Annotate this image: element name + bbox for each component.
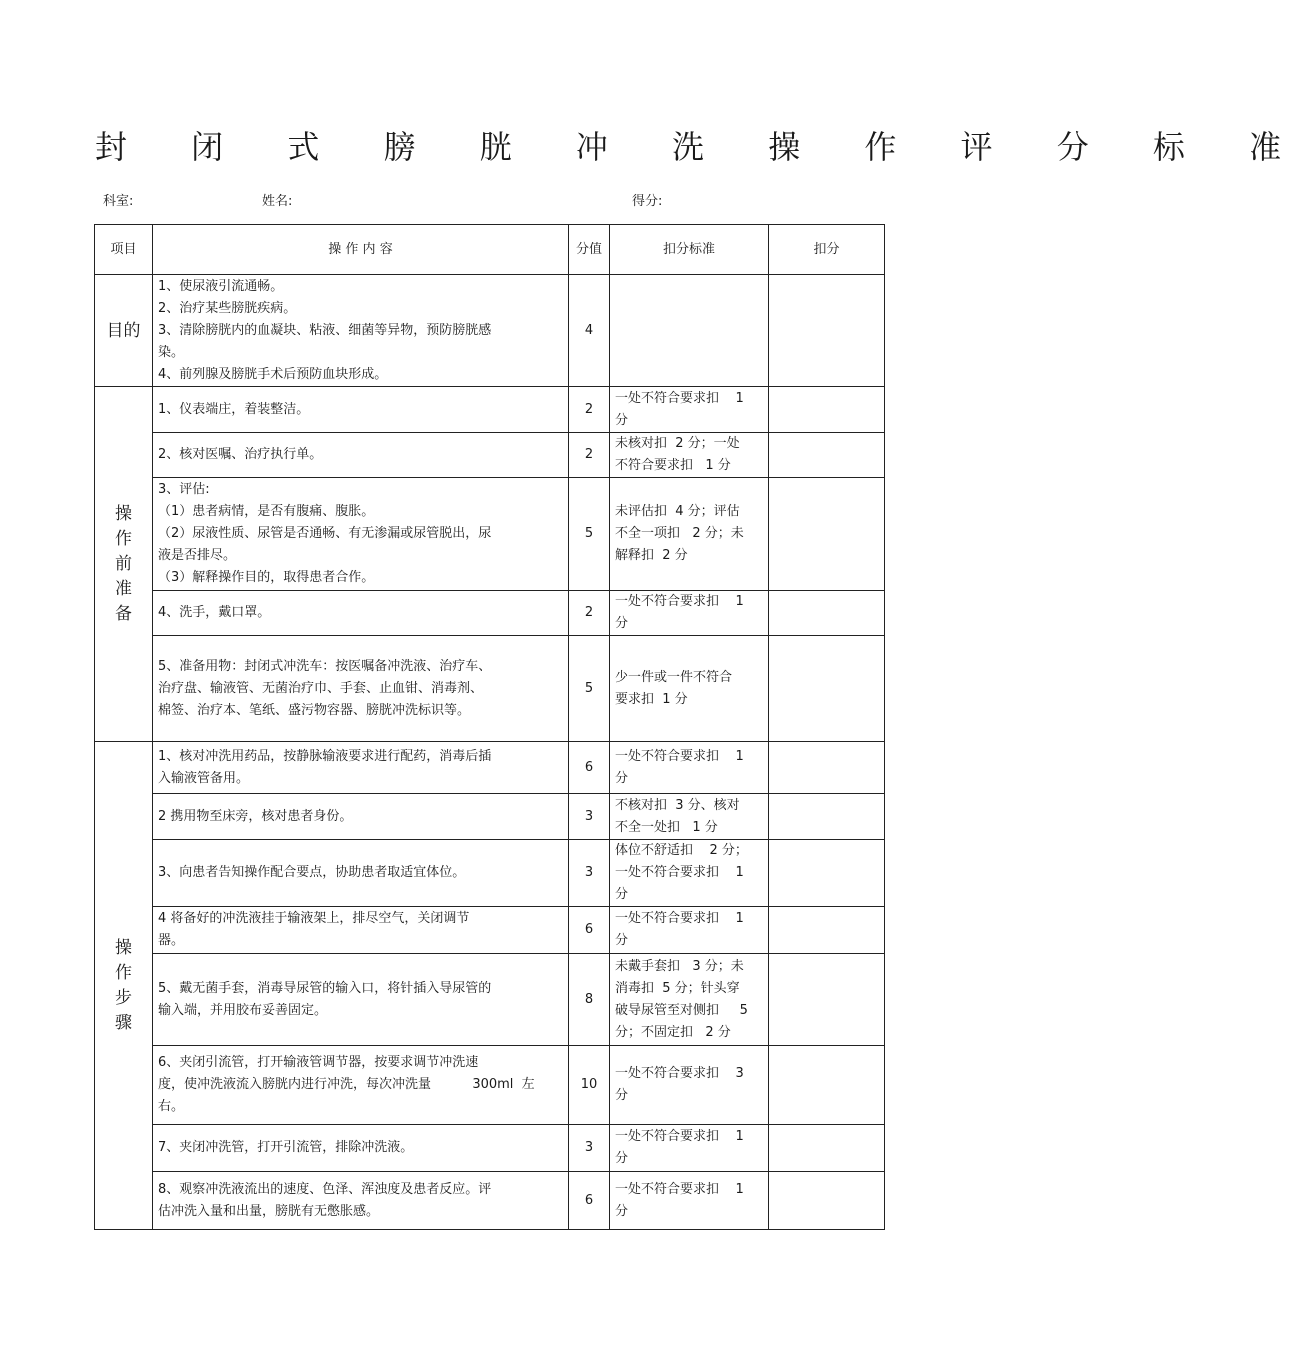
deduction-cell: [769, 794, 885, 840]
content-cell: [153, 1046, 569, 1125]
criteria-line: 一处不符合要求扣 1: [615, 911, 744, 926]
content-line: 染。: [158, 344, 185, 360]
deduction-cell: [769, 275, 885, 387]
criteria-line: 分: [615, 1203, 629, 1219]
table-row: [95, 1125, 885, 1172]
deduction-cell: [769, 387, 885, 433]
criteria-line: 未戴手套扣 3 分；未: [615, 958, 744, 974]
table-header-row: [95, 225, 885, 275]
criteria-line: 未核对扣 2 分；一处: [615, 436, 740, 451]
department-label: 科室:: [103, 194, 134, 209]
header-points: 分值: [569, 225, 610, 275]
content-line: 3、评估:: [158, 482, 210, 497]
criteria-line: 不全一处扣 1 分: [615, 819, 718, 835]
header-content: 操 作 内 容: [153, 225, 569, 275]
content-cell: [153, 433, 569, 478]
deduction-cell: [769, 636, 885, 742]
table-row: [95, 954, 885, 1046]
points-cell: 10: [569, 1046, 610, 1125]
criteria-line: 分: [615, 887, 629, 902]
deduction-cell: [769, 591, 885, 636]
content-cell: [153, 478, 569, 591]
content-cell: [153, 1125, 569, 1172]
criteria-line: 分: [615, 1088, 629, 1103]
deduction-cell: [769, 1125, 885, 1172]
content-line: 器。: [158, 933, 185, 948]
table-row: [95, 433, 885, 478]
criteria-line: 不核对扣 3 分、核对: [615, 797, 740, 813]
purpose-content: [153, 275, 569, 387]
table-row: [95, 478, 885, 591]
deduction-cell: [769, 742, 885, 794]
points-cell: 2: [569, 591, 610, 636]
section-prep-cell: [95, 387, 153, 742]
section-steps-label: 操作步骤: [115, 937, 132, 1033]
table-row: [95, 1046, 885, 1125]
content-cell: [153, 591, 569, 636]
header-criteria: 扣分标准: [610, 225, 769, 275]
content-cell: [153, 794, 569, 840]
content-line: 1、仪表端庄，着装整洁。: [158, 401, 310, 417]
content-line: 1、核对冲洗用药品，按静脉输液要求进行配药，消毒后插: [158, 748, 492, 764]
criteria-line: 不符合要求扣 1 分: [615, 458, 731, 473]
content-cell: [153, 954, 569, 1046]
criteria-line: 分: [615, 770, 629, 786]
criteria-line: 一处不符合要求扣 1: [615, 594, 744, 609]
table-row: [95, 794, 885, 840]
content-line: 度，使冲洗液流入膀胱内进行冲洗，每次冲洗量 300ml 左: [158, 1077, 535, 1092]
points-cell: 2: [569, 387, 610, 433]
table-row: [95, 387, 885, 433]
criteria-cell: [610, 1046, 769, 1125]
deduction-cell: [769, 954, 885, 1046]
content-line: （2）尿液性质、尿管是否通畅、有无渗漏或尿管脱出，尿: [158, 526, 492, 541]
table-row: [95, 742, 885, 794]
section-prep-label: 操作前准备: [115, 503, 132, 624]
criteria-line: 一处不符合要求扣 1: [615, 1129, 744, 1144]
content-line: 右。: [158, 1099, 185, 1114]
criteria-line: 解释扣 2 分: [615, 548, 688, 563]
criteria-line: 不全一项扣 2 分；未: [615, 526, 744, 541]
criteria-cell: [610, 794, 769, 840]
criteria-line: 一处不符合要求扣 1: [615, 390, 744, 406]
content-line: 2、核对医嘱、治疗执行单。: [158, 447, 323, 462]
criteria-cell: [610, 636, 769, 742]
criteria-line: 消毒扣 5 分；针头穿: [615, 980, 740, 996]
content-cell: [153, 1172, 569, 1230]
criteria-cell: [610, 275, 769, 387]
table-row: [95, 907, 885, 954]
criteria-line: 一处不符合要求扣 1: [615, 748, 744, 764]
content-line: 治疗盘、输液管、无菌治疗巾、手套、止血钳、消毒剂、: [158, 680, 484, 696]
points-cell: 6: [569, 1172, 610, 1230]
content-line: 2 携用物至床旁，核对患者身份。: [158, 808, 353, 824]
content-line: 3、向患者告知操作配合要点，协助患者取适宜体位。: [158, 865, 466, 880]
content-cell: [153, 636, 569, 742]
deduction-cell: [769, 1172, 885, 1230]
criteria-line: 分: [615, 1151, 629, 1166]
content-line: 7、夹闭冲洗管，打开引流管，排除冲洗液。: [158, 1140, 414, 1155]
scoring-table: [94, 224, 885, 1230]
header-item: 项目: [95, 225, 153, 275]
table-row: [95, 591, 885, 636]
points-cell: 3: [569, 1125, 610, 1172]
criteria-cell: [610, 954, 769, 1046]
criteria-cell: [610, 1172, 769, 1230]
criteria-line: 要求扣 1 分: [615, 691, 688, 707]
deduction-cell: [769, 907, 885, 954]
criteria-line: 一处不符合要求扣 1: [615, 1181, 744, 1197]
criteria-cell: [610, 742, 769, 794]
content-cell: [153, 742, 569, 794]
content-line: 5、准备用物：封闭式冲洗车：按医嘱备冲洗液、治疗车、: [158, 658, 492, 674]
points-cell: 8: [569, 954, 610, 1046]
content-line: 4、洗手，戴口罩。: [158, 605, 271, 620]
criteria-line: 破导尿管至对侧扣 5: [615, 1002, 748, 1018]
points-cell: 6: [569, 742, 610, 794]
criteria-line: 分；不固定扣 2 分: [615, 1024, 731, 1040]
content-line: 4、前列腺及膀胱手术后预防血块形成。: [158, 366, 388, 382]
table-row: [95, 636, 885, 742]
criteria-line: 一处不符合要求扣 3: [615, 1066, 744, 1081]
table-row: [95, 840, 885, 907]
points-cell: 4: [569, 275, 610, 387]
criteria-line: 一处不符合要求扣 1: [615, 865, 744, 880]
criteria-cell: [610, 478, 769, 591]
page-title: 封 闭 式 膀 胱 冲 洗 操 作 评 分 标 准: [95, 128, 1308, 166]
content-line: 液是否排尽。: [158, 548, 237, 563]
criteria-cell: [610, 387, 769, 433]
deduction-cell: [769, 478, 885, 591]
criteria-line: 少一件或一件不符合: [615, 669, 733, 685]
table-row: [95, 1172, 885, 1230]
content-line: 棉签、治疗本、笔纸、盛污物容器、膀胱冲洗标识等。: [158, 702, 471, 718]
content-line: 3、清除膀胱内的血凝块、粘液、细菌等异物，预防膀胱感: [158, 322, 492, 338]
points-cell: 5: [569, 636, 610, 742]
criteria-cell: [610, 433, 769, 478]
deduction-cell: [769, 433, 885, 478]
points-cell: 3: [569, 840, 610, 907]
content-line: 8、观察冲洗液流出的速度、色泽、浑浊度及患者反应。评: [158, 1181, 492, 1197]
content-cell: [153, 907, 569, 954]
criteria-line: 体位不舒适扣 2 分；: [615, 843, 748, 858]
criteria-line: 分: [615, 616, 629, 631]
deduction-cell: [769, 1046, 885, 1125]
criteria-line: 分: [615, 933, 629, 948]
criteria-cell: [610, 1125, 769, 1172]
deduction-cell: [769, 840, 885, 907]
header-deduction: 扣分: [769, 225, 885, 275]
section-purpose-label: 目的: [95, 275, 153, 387]
content-line: 2、治疗某些膀胱疾病。: [158, 300, 297, 316]
content-line: 1、使尿液引流通畅。: [158, 278, 284, 294]
points-cell: 5: [569, 478, 610, 591]
content-cell: [153, 840, 569, 907]
content-line: （3）解释操作目的，取得患者合作。: [158, 570, 375, 585]
content-line: （1）患者病情，是否有腹痛、腹胀。: [158, 504, 375, 519]
criteria-cell: [610, 591, 769, 636]
content-line: 入输液管备用。: [158, 770, 250, 786]
criteria-cell: [610, 907, 769, 954]
criteria-line: 分: [615, 412, 629, 428]
content-line: 6、夹闭引流管，打开输液管调节器，按要求调节冲洗速: [158, 1055, 479, 1070]
content-line: 4 将备好的冲洗液挂于输液架上，排尽空气，关闭调节: [158, 911, 470, 926]
section-steps-cell: [95, 742, 153, 1230]
content-line: 输入端，并用胶布妥善固定。: [158, 1002, 328, 1018]
criteria-line: 未评估扣 4 分；评估: [615, 504, 740, 519]
table-row: [95, 275, 885, 387]
name-label: 姓名:: [262, 194, 293, 209]
criteria-cell: [610, 840, 769, 907]
points-cell: 3: [569, 794, 610, 840]
content-cell: [153, 387, 569, 433]
content-line: 5、戴无菌手套，消毒导尿管的输入口，将针插入导尿管的: [158, 980, 492, 996]
content-line: 估冲洗入量和出量，膀胱有无憋胀感。: [158, 1203, 380, 1219]
points-cell: 6: [569, 907, 610, 954]
points-cell: 2: [569, 433, 610, 478]
score-label: 得分:: [632, 194, 663, 209]
